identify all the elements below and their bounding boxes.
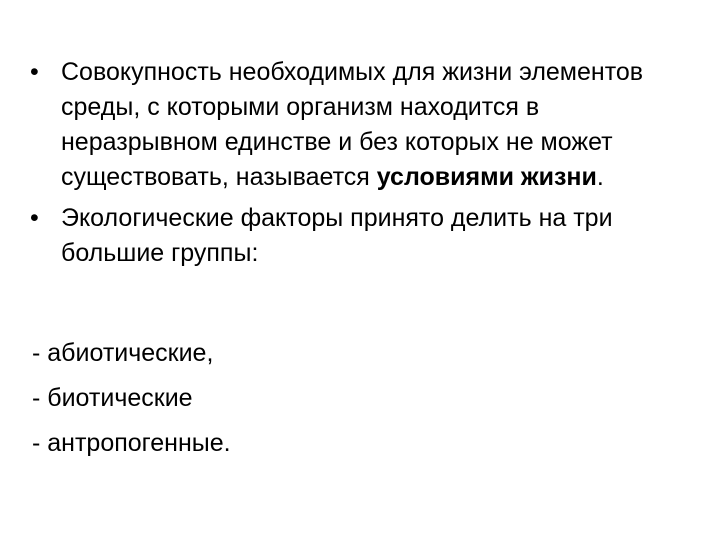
bullet-period: . <box>596 163 604 191</box>
group-anthropogenic: - антропогенные. <box>32 429 231 457</box>
group-abiotic: - абиотические, <box>32 339 214 367</box>
bold-term-conditions-of-life: условиями жизни <box>376 163 597 191</box>
bullet-text-factors: Экологические факторы принято делить на три большие группы: <box>61 204 613 267</box>
bullet-marker: • <box>30 204 39 232</box>
factor-groups-list <box>32 336 231 471</box>
group-biotic: - биотические <box>32 384 193 412</box>
bullet-text-conditions: Совокупность необходимых для жизни элементов среды, с которыми организм находится в неразрывном единстве и без которых не может существовать, называется <box>61 58 644 191</box>
bullet-item-factors <box>30 201 680 271</box>
bullet-marker: • <box>30 58 39 86</box>
bullet-item-conditions <box>30 55 680 195</box>
bullet-list <box>30 55 680 277</box>
